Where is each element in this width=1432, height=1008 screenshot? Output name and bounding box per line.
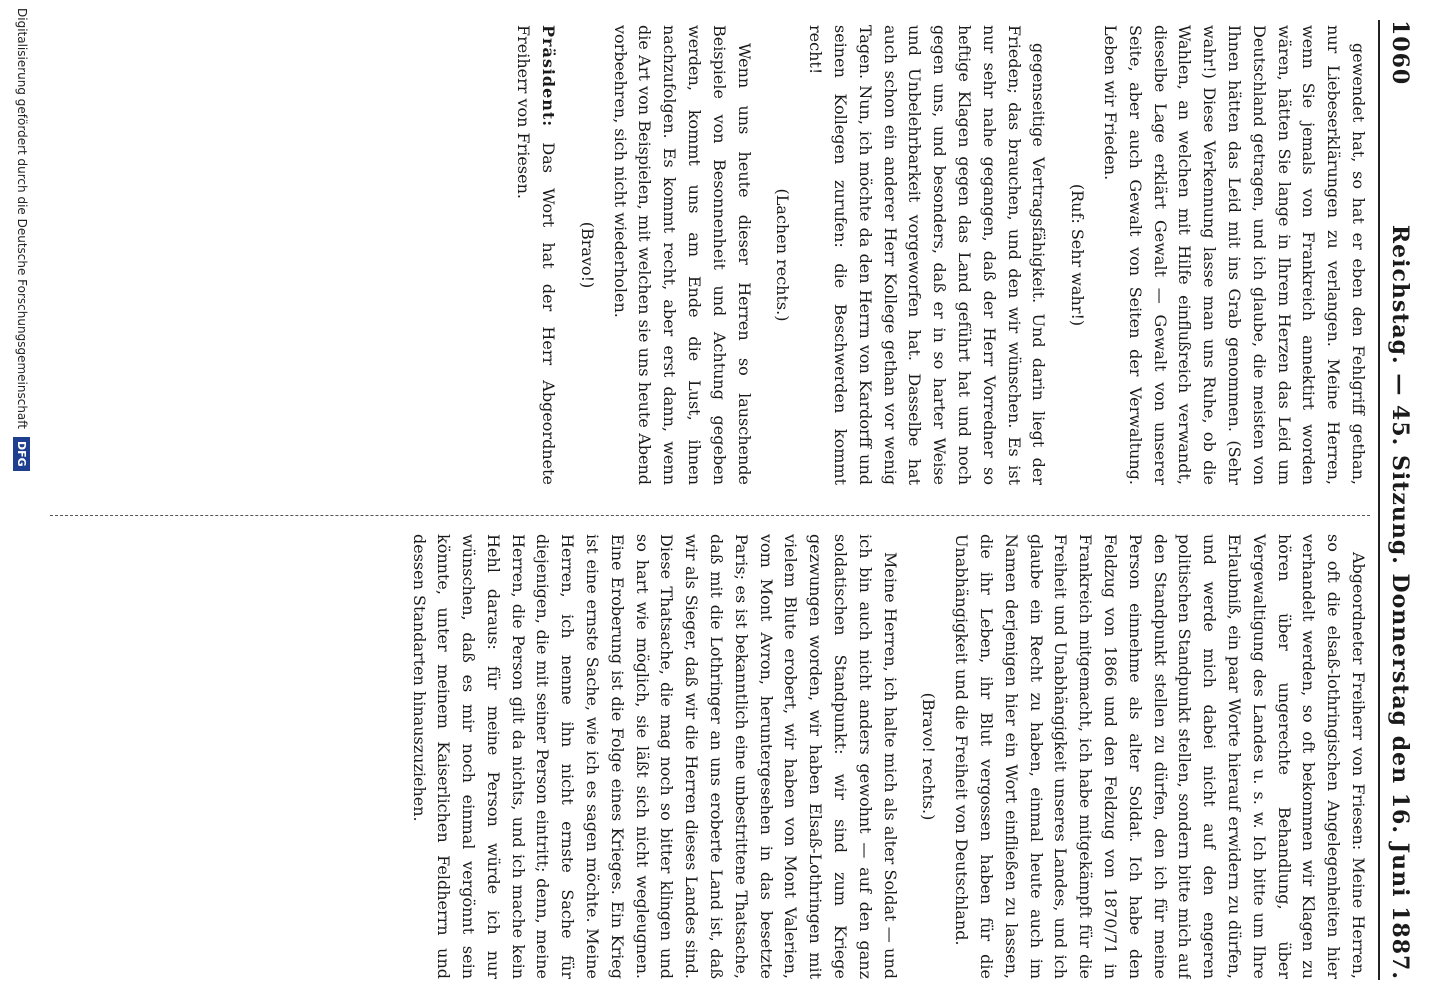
right-column: [50, 515, 1370, 979]
stage-direction: (Lachen rechts.): [773, 188, 793, 322]
paragraph: Meine Herren, ich halte mich als alter Soldat — und ich bin auch nicht anders gewohnt — auf den ganz soldatischen Standpunkt: wir sind zum Kriege gezwungen worden, wir haben Elsaß-Lothringen mit vielem Blute erobert, wir haben von Mont Valerien, vom Mont Avron, heruntergesehen in das besetzte Paris; es ist bekanntlich eine unbestrittene Thatsache, daß mit die Lothringer an uns eroberte Land ist, daß wir als Sieger, daß wir die Herren dieses Landes sind. Diese Thatsache, die mag noch so bitter klingen und so hart wie möglich, sie läßt sich nicht wegleugnen. Eine Eroberung ist die Folge eines Krieges. Ein Krieg ist eine ernste Sache, wie ich es sagen möchte. Meine Herren, ich nenne ihn nicht ernste Sache für diejenigen, die mit seiner Person eintritt; denn, meine Herren, die Person gilt da nichts, und ich mache kein Hehl daraus: für meine Person würde ich nur wünschen, daß es mir noch einmal vergönnt sein könnte, unter meinem Kaiserlichen Feldherrn und dessen Standarten hinauszuziehen.: [409, 534, 900, 979]
page-number: 1060: [1387, 20, 1413, 86]
digitization-note: Digitalisierung gefördert durch die Deutsche Forschungsgemeinschaft: [15, 8, 29, 430]
chair-label: Präsident:: [539, 25, 559, 128]
left-column: [50, 25, 1370, 485]
page-header: [1378, 20, 1420, 980]
chair-statement: [511, 25, 561, 485]
chair-text: Das Wort hat der Herr Abgeordnete Freiherr von Friesen.: [514, 25, 559, 485]
paragraph: Abgeordneter Freiherr von Friesen: Meine Herren, so oft die elsaß-lothringischen Angelegenheiten hier verhandelt werden, so oft bekommen wir Klagen zu hören über ungerechte Behandlung, über Vergewaltigung des Landes u. s. w. Ich bitte um Ihre Erlaubniß, ein paar Worte hierauf erwidern zu dürfen, und werde mich dabei nicht auf den engeren politischen Standpunkt stellen, sondern bitte mich auf den Standpunkt stellen zu dürfen, den ich für meine Person einnehme als alter Soldat. Ich habe den Feldzug von 1866 und den Feldzug von 1870/71 in Frankreich mitgemacht, ich habe mitgekämpft für die Freiheit und Unabhängigkeit unseres Landes, und ich glaube ein Recht zu haben, einmal heute auch im Namen derjenigen hier ein Wort einfließen zu lassen, die ihr Leben, ihr Blut vergossen haben für die Unabhängigkeit und die Freiheit von Deutschland.: [952, 534, 1368, 979]
digitization-footer: [7, 0, 37, 1008]
dfg-logo: DFG: [14, 437, 31, 471]
paragraph: gegenseitige Vertragsfähigkeit. Und darin liegt der Frieden; das brauchen, und den wir wünschen. Es ist nur sehr nahe gegangen, daß der Herr Vorredner so heftige Klagen gegen das Land geführt hat und noch gegen uns, und besonders, daß er in so harter Weise und Unbelehrbarkeit vorgeworfen hat. Dasselbe hat auch schon ein anderer Herr Kollege gethan vor wenig Tagen. Nun, ich möchte da den Herrn von Kardorff und seinen Kollegen zurufen: die Beschwerden kommt recht!: [806, 25, 1049, 485]
stage-direction: (Bravo! rechts.): [919, 692, 939, 821]
stage-direction: (Bravo!): [577, 221, 597, 289]
paragraph: gewendet hat, so hat er eben den Fehlgriff gethan, nur Liebeserklärungen zu verlangen. Meine Herren, wenn Sie jemals von Frankreich annektirt worden wären, hätten Sie lange in Ihrem Herzen das Leid um Deutschland getragen, und ich glaube, die meisten von Ihnen hätten das Leid mit ins Grab genommen. (Sehr wahr!) Diese Verkennung lasse man uns Ruhe, ob die Wahlen, an welchen mit Hilfe einflußreich verwandt, dieselbe Lage erklärt Gewalt — Gewalt von unserer Seite, aber auch Gewalt von Seiten der Verwaltung. Leben wir Frieden.: [1101, 25, 1368, 485]
paragraph: Wenn uns heute dieser Herren so lauschende Beispiele von Besonnenheit und Achtung gegeben werden, kommt uns am Ende die Lust, ihnen nachzufolgen. Es kommt recht, aber erst dann, wenn die Art von Beispielen, mit welchen sie uns heute Abend vorbeehren, sich nicht wiederholen.: [610, 25, 754, 485]
running-title: Reichstag. — 45. Sitzung. Donnerstag den 16. Juni 1887.: [1387, 224, 1413, 980]
stage-direction: (Ruf: Sehr wahr!): [1068, 183, 1088, 327]
